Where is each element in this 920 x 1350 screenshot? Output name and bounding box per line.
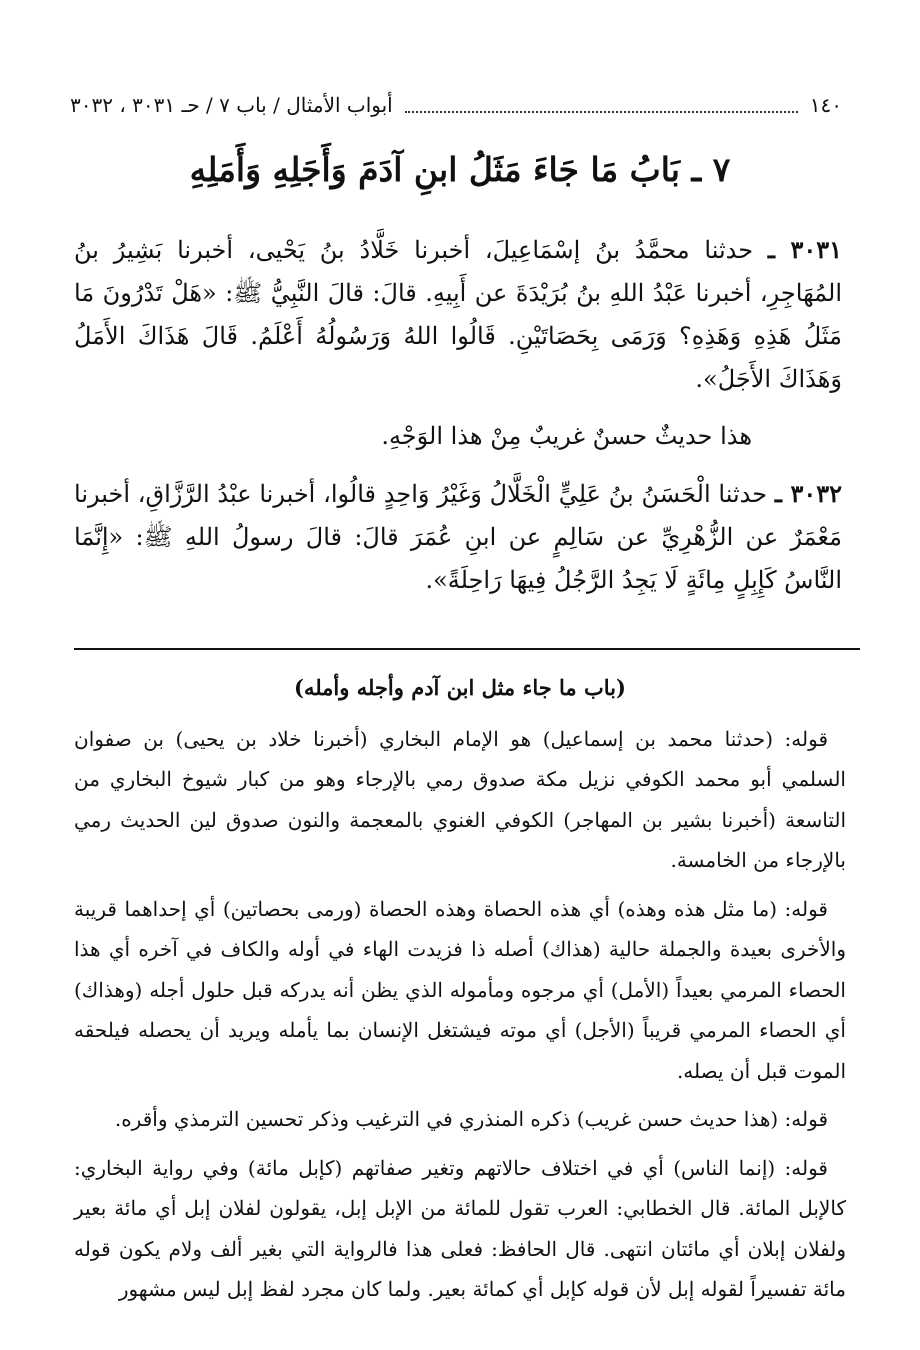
hadith-3032 bbox=[74, 472, 842, 602]
hadith-body: حدثنا الْحَسَنُ بنُ عَلِيٍّ الْخَلَّالُ وَغَيْرُ وَاحِدٍ قالُوا، أخبرنا عبْدُ الرَّزَّاقِ، أخبرنا مَعْمَرٌ عن الزُّهْرِيِّ عن سَالِمٍ عن ابنِ عُمَرَ قالَ: قالَ رسولُ اللهِ ﷺ: «إِنَّمَا النَّاسُ كَإِبِلٍ مِائَةٍ لَا يَجِدُ الرَّجُلُ فِيهَا رَاحِلَةً». bbox=[74, 480, 842, 594]
commentary-paragraph: قوله: (ما مثل هذه وهذه) أي هذه الحصاة وهذه الحصاة (ورمى بحصاتين) أي إحداهما قريبة والأخرى بعيدة والجملة حالية (هذاك) أصله ذا فزيدت الهاء في أوله والكاف في آخره أي هذا الحصاء المرمي بعيداً (الأمل) أي مرجوه ومأموله الذي يظن أنه يدركه قبل حلول أجله (وهذاك) أي الحصاء المرمي قريباً (الأجل) أي موته فيشتغل الإنسان بما يأمله ويريد أن يحصله فيلحقه الموت قبل أن يصله. bbox=[74, 896, 846, 1083]
commentary-paragraph: قوله: (حدثنا محمد بن إسماعيل) هو الإمام البخاري (أخبرنا خلاد بن يحيى) بن صفوان السلمي أبو محمد الكوفي نزيل مكة صدوق رمي بالإرجاء وهو من كبار شيوخ البخاري من التاسعة (أخبرنا بشير بن المهاجر) الكوفي الغنوي بالمعجمة والنون صدوق لين الحديث رمي بالإرجاء من الخامسة. bbox=[74, 726, 846, 872]
dotted-leader bbox=[405, 97, 798, 113]
commentary-block bbox=[74, 668, 846, 1318]
hadith-text-block bbox=[74, 228, 842, 616]
section-divider bbox=[74, 648, 860, 650]
commentary-paragraph: قوله: (هذا حديث حسن غريب) ذكره المنذري في الترغيب وذكر تحسين الترمذي وأقره. bbox=[114, 1107, 828, 1131]
hadith-body: حدثنا محمَّدُ بنُ إسْمَاعِيلَ، أخبرنا خَلَّادُ بنُ يَحْيى، أخبرنا بَشِيرُ بنُ المُهَاجِرِ، أخبرنا عَبْدُ اللهِ بنُ بُرَيْدَةَ عن أَبِيهِ. قالَ: قالَ النَّبِيُّ ﷺ: «هَلْ تَدْرُونَ مَا مَثَلُ هَذِهِ وَهَذِهِ؟ وَرَمَى بِحَصَاتَيْنِ. قَالُوا اللهُ وَرَسُولُهُ أَعْلَمُ. قَالَ هَذَاكَ الأَمَلُ وَهَذَاكَ الأَجَلُ». bbox=[74, 236, 842, 393]
hadith-grading: هذا حديثٌ حسنٌ غريبٌ مِنْ هذا الوَجْهِ. bbox=[381, 422, 752, 450]
hadith-3031 bbox=[74, 228, 842, 401]
chapter-title: ٧ ـ بَابُ مَا جَاءَ مَثَلُ ابنِ آدَمَ وَأَجَلِهِ وَأَمَلِهِ bbox=[189, 150, 731, 189]
page-number: ١٤٠ bbox=[809, 93, 842, 117]
hadith-number: ٣٠٣١ ـ bbox=[767, 235, 842, 264]
commentary-paragraph: قوله: (إنما الناس) أي في اختلاف حالاتهم وتغير صفاتهم (كإبل مائة) وفي رواية البخاري: كالإبل المائة. قال الخطابي: العرب تقول للمائة من الإبل إبل، يقولون لفلان إبل أي مائة بعير ولفلان إبلان أي مائتان انتهى. قال الحافظ: فعلى هذا فالرواية التي بغير ألف ولام يكون قوله مائة تفسيراً لقوله إبل لأن قوله كإبل أي كمائة بعير. ولما كان مجرد لفظ إبل ليس مشهور bbox=[74, 1155, 846, 1301]
hadith-number: ٣٠٣٢ ـ bbox=[774, 479, 842, 508]
running-title: أبواب الأمثال / باب ٧ / حـ ٣٠٣١ ، ٣٠٣٢ bbox=[70, 93, 393, 117]
commentary-title: (باب ما جاء مثل ابن آدم وأجله وأمله) bbox=[294, 675, 626, 700]
running-header bbox=[70, 88, 842, 122]
